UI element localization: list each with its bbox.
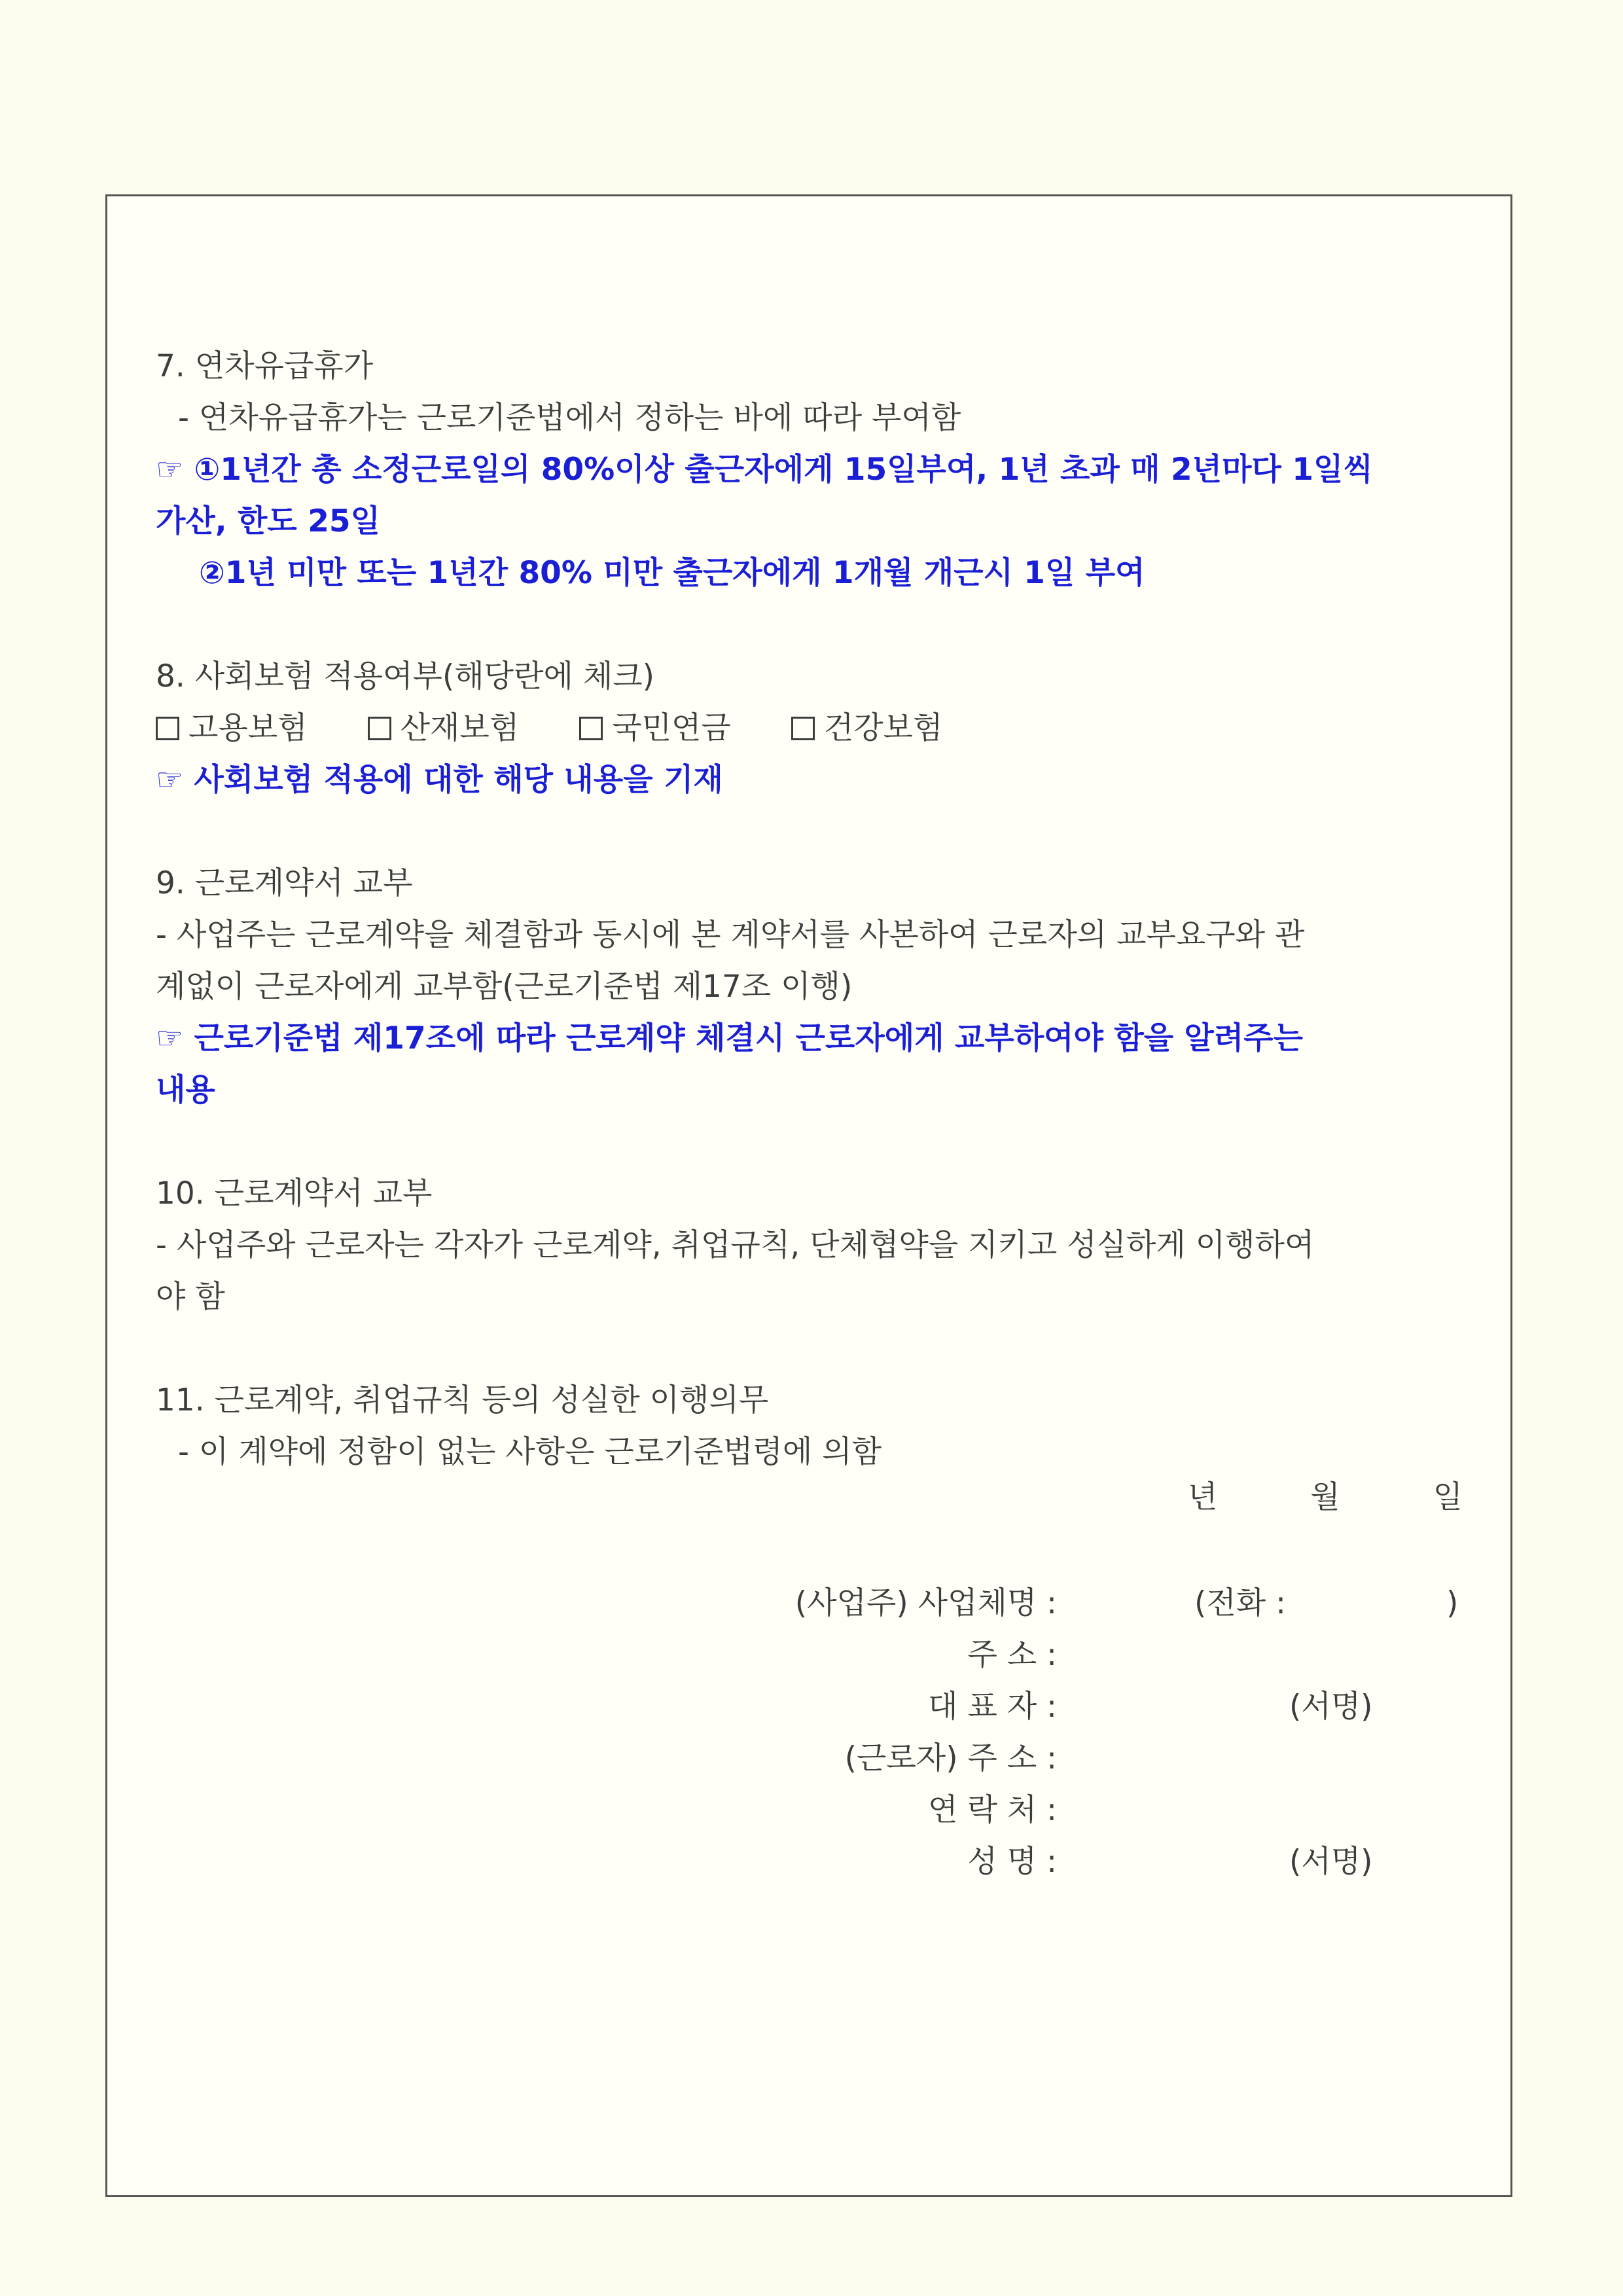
date-month-label: 월 (1310, 1479, 1340, 1515)
section-9-title: 9. 근로계약서 교부 (156, 865, 413, 901)
checkbox-icon[interactable] (579, 717, 603, 740)
section-7-note-line1 (156, 444, 1471, 495)
signature-block (720, 1577, 1463, 1888)
section-9-note-line2: 내용 (156, 1072, 215, 1108)
section-10-body-line2: 야 함 (156, 1279, 225, 1315)
section-9-note-text1: 근로기준법 제17조에 따라 근로계약 체결시 근로자에게 교부하여야 함을 알려주는 (194, 1020, 1304, 1056)
worker-name-label: 성 명 : (967, 1844, 1057, 1880)
section-7-note-text1: ①1년간 총 소정근로일의 80%이상 출근자에게 15일부여, 1년 초과 매 2년마다 1일씩 (194, 452, 1373, 488)
pointing-hand-icon: ☞ (156, 452, 184, 488)
section-7-title: 7. 연차유급휴가 (156, 348, 374, 384)
company-name-label: (사업주) 사업체명 : (794, 1585, 1057, 1621)
pointing-hand-icon: ☞ (156, 762, 184, 798)
checkbox-national-pension[interactable] (579, 702, 731, 754)
checkbox-icon[interactable] (368, 717, 391, 740)
contact-row (720, 1784, 1463, 1836)
employer-address-label: 주 소 : (967, 1637, 1057, 1673)
worker-address-row (720, 1732, 1463, 1784)
contract-content (156, 340, 1471, 1478)
section-8-note-text: 사회보험 적용에 대한 해당 내용을 기재 (194, 762, 723, 798)
checkbox-label: 국민연금 (612, 710, 731, 746)
section-11-body: - 이 계약에 정함이 없는 사항은 근로기준법령에 의함 (178, 1434, 882, 1470)
phone-label: (전화 : (1194, 1585, 1286, 1621)
section-9-body-line2: 계없이 근로자에게 교부함(근로기준법 제17조 이행) (156, 969, 853, 1005)
checkbox-label: 산재보험 (400, 710, 520, 746)
checkbox-icon[interactable] (156, 717, 179, 740)
worker-address-label: (근로자) 주 소 : (844, 1740, 1057, 1776)
checkbox-label: 고용보험 (188, 710, 308, 746)
representative-row (720, 1681, 1463, 1732)
checkbox-health-insurance[interactable] (791, 702, 943, 754)
date-year-label: 년 (1188, 1479, 1218, 1515)
section-8-note (156, 754, 1471, 806)
date-day-label: 일 (1433, 1479, 1463, 1515)
section-9-body-line1: - 사업주는 근로계약을 체결함과 동시에 본 계약서를 사본하여 근로자의 교부요구와 관 (156, 917, 1305, 953)
employer-address-row (720, 1629, 1463, 1681)
checkbox-icon[interactable] (791, 717, 815, 740)
worker-signature-mark: (서명) (1289, 1844, 1373, 1880)
contract-date (1188, 1473, 1463, 1516)
section-7-body: - 연차유급휴가는 근로기준법에서 정하는 바에 따라 부여함 (178, 400, 961, 436)
checkbox-employment-insurance[interactable] (156, 702, 308, 754)
section-8-title: 8. 사회보험 적용여부(해당란에 체크) (156, 658, 654, 694)
insurance-checkbox-row (156, 702, 1471, 754)
worker-name-row (720, 1836, 1463, 1888)
checkbox-label: 건강보험 (823, 710, 943, 746)
section-7-note-line2: 가산, 한도 25일 (156, 503, 380, 539)
employer-company-row (720, 1577, 1463, 1629)
contact-label: 연 락 처 : (928, 1792, 1057, 1828)
pointing-hand-icon: ☞ (156, 1020, 184, 1056)
representative-signature-mark: (서명) (1289, 1689, 1373, 1725)
section-7-note-line3: ②1년 미만 또는 1년간 80% 미만 출근자에게 1개월 개근시 1일 부여 (199, 555, 1145, 591)
section-10-title: 10. 근로계약서 교부 (156, 1175, 433, 1211)
section-9-note-line1 (156, 1013, 1471, 1064)
section-10-body-line1: - 사업주와 근로자는 각자가 근로계약, 취업규칙, 단체협약을 지키고 성실하게 이행하여 (156, 1227, 1315, 1263)
section-11-title: 11. 근로계약, 취업규칙 등의 성실한 이행의무 (156, 1382, 769, 1418)
representative-label: 대 표 자 : (928, 1689, 1057, 1725)
phone-close-paren: ) (1446, 1585, 1459, 1621)
checkbox-industrial-accident-insurance[interactable] (368, 702, 520, 754)
